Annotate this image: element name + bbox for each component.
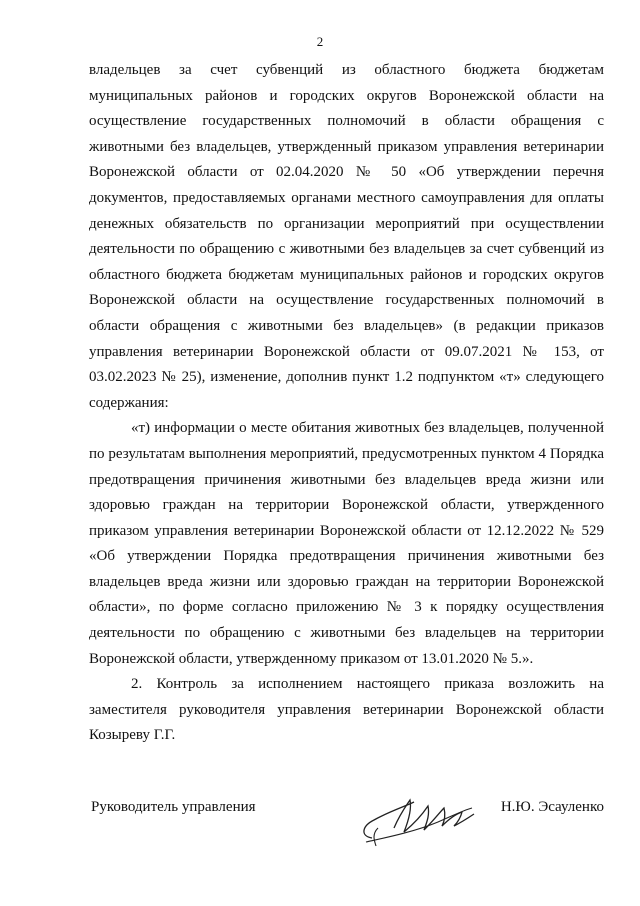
signatory-name: Н.Ю. Эсауленко: [500, 799, 604, 815]
paragraph-control: 2. Контроль за исполнением настоящего приказа возложить на заместителя руководителя управления ветеринарии Воронежской области Козыреву Г.Г.: [89, 676, 604, 744]
signatory-title: Руководитель управления: [91, 799, 256, 815]
document-body: [89, 58, 604, 749]
paragraph-continuation: владельцев за счет субвенций из областного бюджета бюджетам муниципальных районов и городских округов Воронежской области на осуществление государственных полномочий в области обращения с животными без владельцев, утвержденный приказом управления ветеринарии Воронежской области от 02.04.2020 № 50 «Об утверждении перечня документов, предоставляемых органами местного самоуправления для оплаты денежных обязательств по организации мероприятий при осуществлении деятельности по обращению с животными без владельцев за счет субвенций из областного бюджета бюджетам муниципальных районов и городских округов Воронежской области на осуществление государственных полномочий в области обращения с животными без владельцев» (в редакции приказов управления ветеринарии Воронежской области от 09.07.2021 № 153, от 03.02.2023 № 25), изменение, дополнив пункт 1.2 подпунктом «т» следующего содержания:: [89, 62, 604, 411]
page-number: 2: [316, 34, 324, 49]
signature-block: [89, 796, 604, 856]
handwritten-signature: [354, 792, 484, 850]
paragraph-subitem-t: «т) информации о месте обитания животных без владельцев, полученной по результатам выполнения мероприятий, предусмотренных пунктом 4 Порядка предотвращения причинения животными без владельцев вреда жизни или здоровью граждан на территории Воронежской области, утвержденного приказом управления ветеринарии Воронежской области от 12.12.2022 № 529 «Об утверждении Порядка предотвращения причинения животными без владельцев вреда жизни или здоровью граждан на территории Воронежской области», по форме согласно приложению № 3 к порядку осуществления деятельности по обращению с животными без владельцев на территории Воронежской области, утвержденному приказом от 13.01.2020 № 5.».: [89, 420, 604, 667]
